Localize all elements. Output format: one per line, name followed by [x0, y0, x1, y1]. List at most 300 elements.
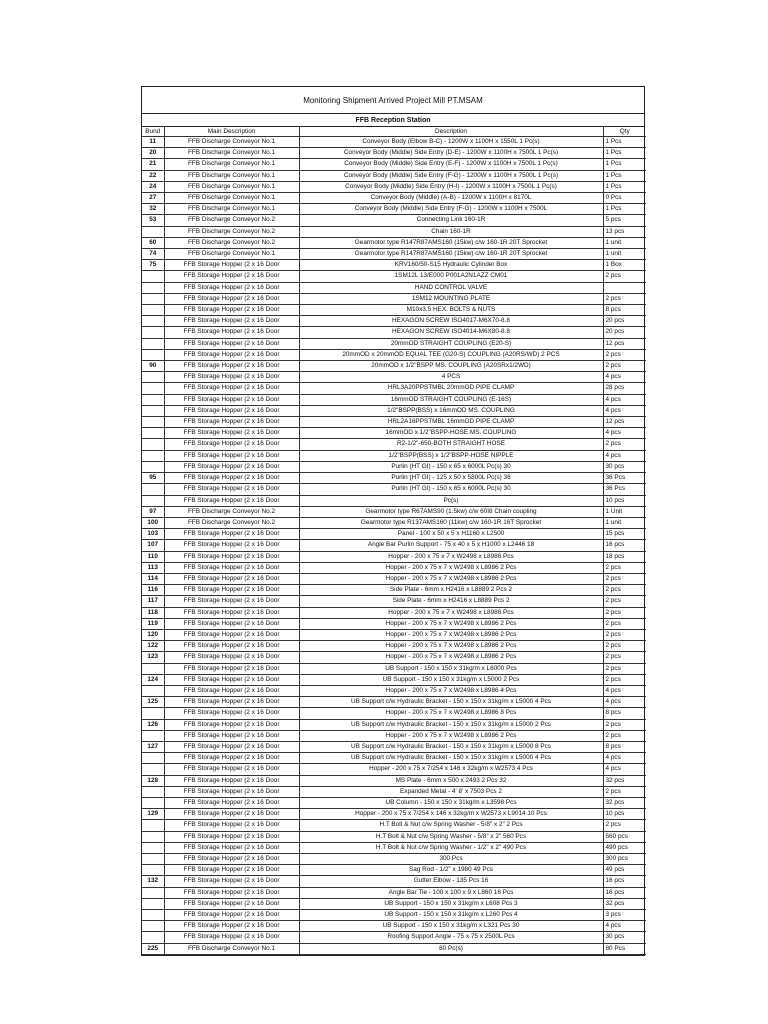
- main-description-cell: FFB Storage Hopper (2 x 16 Door: [164, 461, 299, 472]
- table-row: [142, 349, 646, 360]
- bund-cell: [142, 271, 164, 282]
- qty-cell: 30 pcs: [603, 932, 646, 943]
- main-description-cell: FFB Storage Hopper (2 x 16 Door: [164, 663, 299, 674]
- bund-cell: [142, 383, 164, 394]
- bund-cell: [142, 305, 164, 316]
- table-row: [142, 372, 646, 383]
- main-description-cell: FFB Storage Hopper (2 x 16 Door: [164, 842, 299, 853]
- bund-cell: [142, 338, 164, 349]
- qty-cell: 8 pcs: [603, 741, 646, 752]
- table-row: [142, 854, 646, 865]
- description-cell: H.T Bolt & Nut c/w Spring Washer - 1/2" x 2" 490 Pcs: [299, 842, 603, 853]
- bund-cell: 225: [142, 943, 164, 954]
- table-row: [142, 730, 646, 741]
- qty-cell: 5 pcs: [603, 215, 646, 226]
- bund-cell: [142, 226, 164, 237]
- main-description-cell: FFB Storage Hopper (2 x 16 Door: [164, 394, 299, 405]
- bund-cell: [142, 842, 164, 853]
- description-cell: H.T Bolt & Nut c/w Spring Washer - 5/8" x 2" 560 Pcs: [299, 831, 603, 842]
- description-cell: Conveyor Body (Middle) Side Entry (E-F) - 1200W x 1100H x 7500L 1 Pc(s): [299, 159, 603, 170]
- description-cell: UB Support c/w Hydraulic Bracket - 150 x 150 x 31kg/m x L5000 4 Pcs: [299, 753, 603, 764]
- table-row: [142, 506, 646, 517]
- table-header-row: [142, 127, 646, 137]
- description-cell: Hopper - 200 x 75 x 7 x W2498 x L8986 2 Pcs: [299, 652, 603, 663]
- table-row: [142, 618, 646, 629]
- description-cell: Conveyor Body (Middle) Side Entry (D-E) - 1200W x 1100H x 7500L 1 Pc(s): [299, 148, 603, 159]
- bund-cell: [142, 282, 164, 293]
- table-row: [142, 271, 646, 282]
- table-row: [142, 775, 646, 786]
- bund-cell: [142, 394, 164, 405]
- description-cell: KRV160/50-S15 Hydraulic Cylinder Box: [299, 260, 603, 271]
- main-description-cell: FFB Storage Hopper (2 x 16 Door: [164, 338, 299, 349]
- qty-cell: 2 pcs: [603, 562, 646, 573]
- description-cell: Sag Rod - 1/2" x 1980 49 Pcs: [299, 865, 603, 876]
- table-row: [142, 529, 646, 540]
- main-description-cell: FFB Storage Hopper (2 x 16 Door: [164, 898, 299, 909]
- description-cell: 20mmOD x 1/2"BSPP MS. COUPLING (A20SRx1/2WD): [299, 361, 603, 372]
- main-description-cell: FFB Storage Hopper (2 x 16 Door: [164, 417, 299, 428]
- qty-cell: 32 pcs: [603, 898, 646, 909]
- qty-cell: 490 pcs: [603, 842, 646, 853]
- main-description-cell: FFB Storage Hopper (2 x 16 Door: [164, 910, 299, 921]
- qty-cell: 80 Pcs: [603, 943, 646, 954]
- main-description-cell: FFB Storage Hopper (2 x 16 Door: [164, 921, 299, 932]
- qty-cell: 1 Box: [603, 260, 646, 271]
- table-row: [142, 831, 646, 842]
- table-row: [142, 764, 646, 775]
- main-description-cell: FFB Storage Hopper (2 x 16 Door: [164, 887, 299, 898]
- qty-cell: 4 pcs: [603, 921, 646, 932]
- main-description-cell: FFB Storage Hopper (2 x 16 Door: [164, 932, 299, 943]
- table-row: [142, 405, 646, 416]
- qty-cell: 3 pcs: [603, 910, 646, 921]
- bund-cell: 90: [142, 361, 164, 372]
- qty-cell: 2 pcs: [603, 674, 646, 685]
- description-cell: HRL3A20PPSTMBL 20mmOD PIPE CLAMP: [299, 383, 603, 394]
- main-description-cell: FFB Storage Hopper (2 x 16 Door: [164, 305, 299, 316]
- table-row: [142, 338, 646, 349]
- bund-cell: [142, 663, 164, 674]
- main-description-cell: FFB Storage Hopper (2 x 16 Door: [164, 260, 299, 271]
- description-cell: Conveyor Body (Middle) Side Entry (F-G) - 1200W x 1100H x 7500L 1 Pc(s): [299, 170, 603, 181]
- main-description-cell: FFB Storage Hopper (2 x 16 Door: [164, 327, 299, 338]
- qty-cell: 1 Unit: [603, 506, 646, 517]
- main-description-cell: FFB Discharge Conveyor No.2: [164, 226, 299, 237]
- table-row: [142, 260, 646, 271]
- description-cell: HEXAGON SCREW ISO4014-M6X80-8.8: [299, 327, 603, 338]
- qty-cell: 1 unit: [603, 237, 646, 248]
- description-cell: Hopper - 200 x 75 x 7 x W2498 x L8986 2 Pcs: [299, 629, 603, 640]
- description-cell: H.T Bolt & Nut c/w Spring Washer - 5/8" x 2" 2 Pcs: [299, 820, 603, 831]
- bund-cell: [142, 484, 164, 495]
- main-description-cell: FFB Storage Hopper (2 x 16 Door: [164, 831, 299, 842]
- qty-cell: 2 pcs: [603, 573, 646, 584]
- description-cell: Gearmotor type R147R87AMS160 (15kw) c/w 160-1R 20T Sprocket: [299, 249, 603, 260]
- bund-cell: [142, 753, 164, 764]
- main-description-cell: FFB Discharge Conveyor No.1: [164, 148, 299, 159]
- table-row: [142, 943, 646, 954]
- description-cell: 80 Pc(s): [299, 943, 603, 954]
- qty-cell: 2 pcs: [603, 361, 646, 372]
- table-row: [142, 305, 646, 316]
- description-cell: Hopper - 200 x 75 x 7 x W2498 x L8986 2 Pcs: [299, 573, 603, 584]
- table-row: [142, 517, 646, 528]
- table-row: [142, 181, 646, 192]
- table-row: [142, 461, 646, 472]
- table-row: [142, 674, 646, 685]
- main-description-cell: FFB Storage Hopper (2 x 16 Door: [164, 562, 299, 573]
- main-description-cell: FFB Storage Hopper (2 x 16 Door: [164, 293, 299, 304]
- qty-cell: 1 unit: [603, 517, 646, 528]
- qty-cell: 13 pcs: [603, 226, 646, 237]
- main-description-cell: FFB Storage Hopper (2 x 16 Door: [164, 383, 299, 394]
- document-title: Monitoring Shipment Arrived Project Mill PT.MSAM: [142, 87, 644, 114]
- table-row: [142, 573, 646, 584]
- qty-cell: 2 pcs: [603, 585, 646, 596]
- description-cell: Panel - 100 x 50 x 5 x H1160 x L2500: [299, 529, 603, 540]
- description-cell: 20mmOD x 20mmOD EQUAL TEE (G20-S) COUPLING (A20RS/WD) 2 PCS: [299, 349, 603, 360]
- description-cell: 1/2"BSPP(BSS) x 16mmOD MS. COUPLING: [299, 405, 603, 416]
- description-cell: Conveyor Body (Middle) Side Entry (F-G) - 1200W x 1100H x 7500L: [299, 204, 603, 215]
- description-cell: HRL2A16PPSTMBL 16mmOD PIPE CLAMP: [299, 417, 603, 428]
- qty-cell: 1 Pcs: [603, 137, 646, 148]
- description-cell: Pc(s): [299, 495, 603, 506]
- section-title: FFB Reception Station: [142, 114, 644, 127]
- table-row: [142, 641, 646, 652]
- description-cell: Side Plate - 6mm x H2416 x L8889 2 Pcs 2: [299, 585, 603, 596]
- table-row: [142, 439, 646, 450]
- main-description-cell: FFB Storage Hopper (2 x 16 Door: [164, 495, 299, 506]
- qty-cell: 2 pcs: [603, 641, 646, 652]
- bund-cell: [142, 372, 164, 383]
- qty-cell: 16 pcs: [603, 540, 646, 551]
- qty-cell: 30 pcs: [603, 461, 646, 472]
- main-description-cell: FFB Storage Hopper (2 x 16 Door: [164, 708, 299, 719]
- table-row: [142, 753, 646, 764]
- main-description-cell: FFB Storage Hopper (2 x 16 Door: [164, 551, 299, 562]
- bund-cell: 24: [142, 181, 164, 192]
- description-cell: Gutter Elbow - 135 Pcs 16: [299, 876, 603, 887]
- bund-cell: [142, 797, 164, 808]
- header-description: Description: [299, 127, 603, 137]
- qty-cell: 8 pcs: [603, 305, 646, 316]
- qty-cell: 2 pcs: [603, 607, 646, 618]
- table-row: [142, 394, 646, 405]
- bund-cell: 120: [142, 629, 164, 640]
- description-cell: Angle Bar Purlin Support - 75 x 40 x 5 x H1000 x L2446 18: [299, 540, 603, 551]
- description-cell: UB Support c/w Hydraulic Bracket - 150 x 150 x 31kg/m x L5000 4 Pcs: [299, 697, 603, 708]
- table-row: [142, 495, 646, 506]
- qty-cell: 1 Pcs: [603, 159, 646, 170]
- description-cell: Gearmotor type R67AMS90 (1.5kw) c/w 60I8 Chain coupling: [299, 506, 603, 517]
- qty-cell: 2 pcs: [603, 786, 646, 797]
- main-description-cell: FFB Discharge Conveyor No.1: [164, 181, 299, 192]
- table-row: [142, 159, 646, 170]
- description-cell: UB Support - 150 x 150 x 31kg/m x L5000 2 Pcs: [299, 674, 603, 685]
- table-row: [142, 607, 646, 618]
- bund-cell: 100: [142, 517, 164, 528]
- qty-cell: 4 pcs: [603, 405, 646, 416]
- description-cell: UB Support - 150 x 150 x 31kg/m x L321 Pcs 30: [299, 921, 603, 932]
- description-cell: Hopper - 200 x 75 x 7/254 x 146 x 32kg/m x W2573 x L9014 10 Pcs: [299, 809, 603, 820]
- table-row: [142, 865, 646, 876]
- qty-cell: 49 pcs: [603, 865, 646, 876]
- bund-cell: [142, 865, 164, 876]
- qty-cell: 2 pcs: [603, 596, 646, 607]
- bund-cell: 32: [142, 204, 164, 215]
- main-description-cell: FFB Discharge Conveyor No.2: [164, 517, 299, 528]
- qty-cell: 1 unit: [603, 249, 646, 260]
- bund-cell: 95: [142, 473, 164, 484]
- bund-cell: [142, 898, 164, 909]
- bund-cell: [142, 685, 164, 696]
- description-cell: 4 PCS: [299, 372, 603, 383]
- qty-cell: 1 Pcs: [603, 148, 646, 159]
- description-cell: Chain 160-1R: [299, 226, 603, 237]
- description-cell: Angle Bar Tie - 100 x 100 x 9 x L860 16 Pcs: [299, 887, 603, 898]
- qty-cell: 4 pcs: [603, 753, 646, 764]
- table-row: [142, 484, 646, 495]
- description-cell: Side Plate - 6mm x H2416 x L8889 Pcs 2: [299, 596, 603, 607]
- bund-cell: [142, 932, 164, 943]
- table-row: [142, 137, 646, 148]
- bund-cell: [142, 854, 164, 865]
- bund-cell: [142, 439, 164, 450]
- main-description-cell: FFB Discharge Conveyor No.2: [164, 215, 299, 226]
- description-cell: 1SM12 MOUNTING PLATE: [299, 293, 603, 304]
- bund-cell: [142, 708, 164, 719]
- bund-cell: 114: [142, 573, 164, 584]
- description-cell: 1SM12L 13/E000 P001A2N1AZZ CM01: [299, 271, 603, 282]
- table-row: [142, 249, 646, 260]
- table-row: [142, 215, 646, 226]
- bund-cell: 27: [142, 193, 164, 204]
- description-cell: 16mmOD x 1/2"BSPP-HOSE MS. COUPLING: [299, 428, 603, 439]
- qty-cell: 36 Pcs: [603, 484, 646, 495]
- bund-cell: [142, 495, 164, 506]
- qty-cell: 16 pcs: [603, 887, 646, 898]
- description-cell: Purlin (HT GI) - 150 x 65 x 6000L Pc(s) 30: [299, 484, 603, 495]
- bund-cell: 119: [142, 618, 164, 629]
- main-description-cell: FFB Storage Hopper (2 x 16 Door: [164, 775, 299, 786]
- description-cell: 16mmOD STRAIGHT COUPLING (E-16S): [299, 394, 603, 405]
- bund-cell: 21: [142, 159, 164, 170]
- bund-cell: 113: [142, 562, 164, 573]
- table-row: [142, 876, 646, 887]
- description-cell: R2-1/2"-650-BOTH STRAIGHT HOSE: [299, 439, 603, 450]
- table-row: [142, 473, 646, 484]
- main-description-cell: FFB Storage Hopper (2 x 16 Door: [164, 797, 299, 808]
- table-row: [142, 741, 646, 752]
- bund-cell: 11: [142, 137, 164, 148]
- main-description-cell: FFB Storage Hopper (2 x 16 Door: [164, 820, 299, 831]
- main-description-cell: FFB Storage Hopper (2 x 16 Door: [164, 685, 299, 696]
- table-row: [142, 842, 646, 853]
- qty-cell: 1 Pcs: [603, 204, 646, 215]
- description-cell: Hopper - 200 x 75 x 7/254 x 146 x 32kg/m x W2573 4 Pcs: [299, 764, 603, 775]
- bund-cell: [142, 450, 164, 461]
- main-description-cell: FFB Discharge Conveyor No.2: [164, 237, 299, 248]
- qty-cell: 2 pcs: [603, 271, 646, 282]
- qty-cell: 2 pcs: [603, 629, 646, 640]
- main-description-cell: FFB Storage Hopper (2 x 16 Door: [164, 674, 299, 685]
- bund-cell: [142, 461, 164, 472]
- description-cell: Conveyor Body (Middle) Side Entry (H-I) - 1200W x 1100H x 7500L 1 Pc(s): [299, 181, 603, 192]
- table-row: [142, 797, 646, 808]
- table-row: [142, 596, 646, 607]
- main-description-cell: FFB Storage Hopper (2 x 16 Door: [164, 652, 299, 663]
- bund-cell: 127: [142, 741, 164, 752]
- bund-cell: [142, 293, 164, 304]
- main-description-cell: FFB Storage Hopper (2 x 16 Door: [164, 585, 299, 596]
- qty-cell: 16 pcs: [603, 876, 646, 887]
- table-row: [142, 361, 646, 372]
- table-row: [142, 708, 646, 719]
- qty-cell: 2 pcs: [603, 618, 646, 629]
- description-cell: 300 Pcs: [299, 854, 603, 865]
- main-description-cell: FFB Discharge Conveyor No.1: [164, 170, 299, 181]
- table-row: [142, 663, 646, 674]
- description-cell: UB Column - 150 x 150 x 31kg/m x L3598 Pcs: [299, 797, 603, 808]
- table-row: [142, 237, 646, 248]
- description-cell: Hopper - 200 x 75 x 7 x W2498 x L8986 8 Pcs: [299, 708, 603, 719]
- main-description-cell: FFB Storage Hopper (2 x 16 Door: [164, 629, 299, 640]
- bund-cell: 60: [142, 237, 164, 248]
- description-cell: M10x3.5 HEX. BOLTS & NUTS: [299, 305, 603, 316]
- table-row: [142, 809, 646, 820]
- qty-cell: 4 pcs: [603, 697, 646, 708]
- main-description-cell: FFB Storage Hopper (2 x 16 Door: [164, 573, 299, 584]
- qty-cell: 2 pcs: [603, 439, 646, 450]
- bund-cell: [142, 786, 164, 797]
- qty-cell: 10 pcs: [603, 809, 646, 820]
- bund-cell: [142, 820, 164, 831]
- main-description-cell: FFB Storage Hopper (2 x 16 Door: [164, 361, 299, 372]
- bund-cell: [142, 316, 164, 327]
- qty-cell: 28 pcs: [603, 383, 646, 394]
- table-row: [142, 428, 646, 439]
- main-description-cell: FFB Discharge Conveyor No.1: [164, 159, 299, 170]
- table-row: [142, 293, 646, 304]
- main-description-cell: FFB Storage Hopper (2 x 16 Door: [164, 439, 299, 450]
- description-cell: HEXAGON SCREW ISO4017-M6X70-8.8: [299, 316, 603, 327]
- qty-cell: 4 pcs: [603, 394, 646, 405]
- table-row: [142, 170, 646, 181]
- main-description-cell: FFB Discharge Conveyor No.1: [164, 137, 299, 148]
- main-description-cell: FFB Storage Hopper (2 x 16 Door: [164, 282, 299, 293]
- table-row: [142, 910, 646, 921]
- bund-cell: 122: [142, 641, 164, 652]
- header-qty: Qty: [603, 127, 646, 137]
- qty-cell: 4 pcs: [603, 685, 646, 696]
- table-body: [142, 137, 646, 955]
- bund-cell: 128: [142, 775, 164, 786]
- table-row: [142, 786, 646, 797]
- table-row: [142, 887, 646, 898]
- bund-cell: [142, 831, 164, 842]
- qty-cell: 2 pcs: [603, 663, 646, 674]
- bund-cell: 53: [142, 215, 164, 226]
- qty-cell: 18 pcs: [603, 551, 646, 562]
- main-description-cell: FFB Storage Hopper (2 x 16 Door: [164, 697, 299, 708]
- qty-cell: 560 pcs: [603, 831, 646, 842]
- description-cell: MS Plate - 6mm x 500 x 2493 2 Pcs 32: [299, 775, 603, 786]
- description-cell: Purlin (HT GI) - 150 x 65 x 6000L Pc(s) 30: [299, 461, 603, 472]
- qty-cell: 4 pcs: [603, 450, 646, 461]
- description-cell: 20mmOD STRAIGHT COUPLING (E20-S): [299, 338, 603, 349]
- qty-cell: 1 Pcs: [603, 170, 646, 181]
- table-row: [142, 316, 646, 327]
- main-description-cell: FFB Storage Hopper (2 x 16 Door: [164, 596, 299, 607]
- bund-cell: 129: [142, 809, 164, 820]
- qty-cell: 1 Pcs: [603, 181, 646, 192]
- main-description-cell: FFB Storage Hopper (2 x 16 Door: [164, 753, 299, 764]
- main-description-cell: FFB Storage Hopper (2 x 16 Door: [164, 529, 299, 540]
- main-description-cell: FFB Discharge Conveyor No.1: [164, 249, 299, 260]
- qty-cell: 2 pcs: [603, 719, 646, 730]
- description-cell: Roofing Support Angle - 75 x 75 x 2500L Pcs: [299, 932, 603, 943]
- table-row: [142, 585, 646, 596]
- main-description-cell: FFB Storage Hopper (2 x 16 Door: [164, 316, 299, 327]
- main-description-cell: FFB Storage Hopper (2 x 16 Door: [164, 786, 299, 797]
- description-cell: UB Support c/w Hydraulic Bracket - 150 x 150 x 31kg/m x L5000 8 Pcs: [299, 741, 603, 752]
- qty-cell: 32 pcs: [603, 797, 646, 808]
- table-row: [142, 652, 646, 663]
- qty-cell: 10 pcs: [603, 495, 646, 506]
- table-row: [142, 898, 646, 909]
- description-cell: Hopper - 200 x 75 x 7 x W2498 x L8986 2 Pcs: [299, 730, 603, 741]
- bund-cell: [142, 327, 164, 338]
- description-cell: Gearmotor type R137AMS160 (11kw) c/w 160-1R 16T Sprocket: [299, 517, 603, 528]
- qty-cell: 300 pcs: [603, 854, 646, 865]
- main-description-cell: FFB Storage Hopper (2 x 16 Door: [164, 618, 299, 629]
- main-description-cell: FFB Storage Hopper (2 x 16 Door: [164, 271, 299, 282]
- qty-cell: 2 pcs: [603, 820, 646, 831]
- table-row: [142, 193, 646, 204]
- qty-cell: 2 pcs: [603, 349, 646, 360]
- description-cell: 1/2"BSPP(BSS) x 1/2"BSPP-HOSE NIPPLE: [299, 450, 603, 461]
- main-description-cell: FFB Storage Hopper (2 x 16 Door: [164, 764, 299, 775]
- table-row: [142, 697, 646, 708]
- qty-cell: 12 pcs: [603, 338, 646, 349]
- description-cell: Conveyor Body (Middle) (A-B) - 1200W x 1100H x 8170L: [299, 193, 603, 204]
- main-description-cell: FFB Storage Hopper (2 x 16 Door: [164, 719, 299, 730]
- table-row: [142, 226, 646, 237]
- description-cell: Purlin (HT GI) - 125 x 50 x 5800L Pc(s) 36: [299, 473, 603, 484]
- table-row: [142, 685, 646, 696]
- qty-cell: 2 pcs: [603, 293, 646, 304]
- bund-cell: [142, 921, 164, 932]
- qty-cell: 2 pcs: [603, 730, 646, 741]
- description-cell: HAND CONTROL VALVE: [299, 282, 603, 293]
- bund-cell: 124: [142, 674, 164, 685]
- table-row: [142, 148, 646, 159]
- description-cell: UB Support c/w Hydraulic Bracket - 150 x 150 x 31kg/m x L5000 2 Pcs: [299, 719, 603, 730]
- bund-cell: [142, 405, 164, 416]
- description-cell: Expanded Metal - 4' 8' x 7503 Pcs 2: [299, 786, 603, 797]
- table-row: [142, 551, 646, 562]
- bund-cell: [142, 910, 164, 921]
- main-description-cell: FFB Storage Hopper (2 x 16 Door: [164, 372, 299, 383]
- table-row: [142, 820, 646, 831]
- qty-cell: 36 Pcs: [603, 473, 646, 484]
- description-cell: Hopper - 200 x 75 x 7 x W2498 x L8986 Pcs: [299, 551, 603, 562]
- description-cell: Conveyor Body (Elbow B-C) - 1200W x 1100H x 1550L 1 Pc(s): [299, 137, 603, 148]
- main-description-cell: FFB Discharge Conveyor No.1: [164, 193, 299, 204]
- bund-cell: 126: [142, 719, 164, 730]
- main-description-cell: FFB Discharge Conveyor No.1: [164, 943, 299, 954]
